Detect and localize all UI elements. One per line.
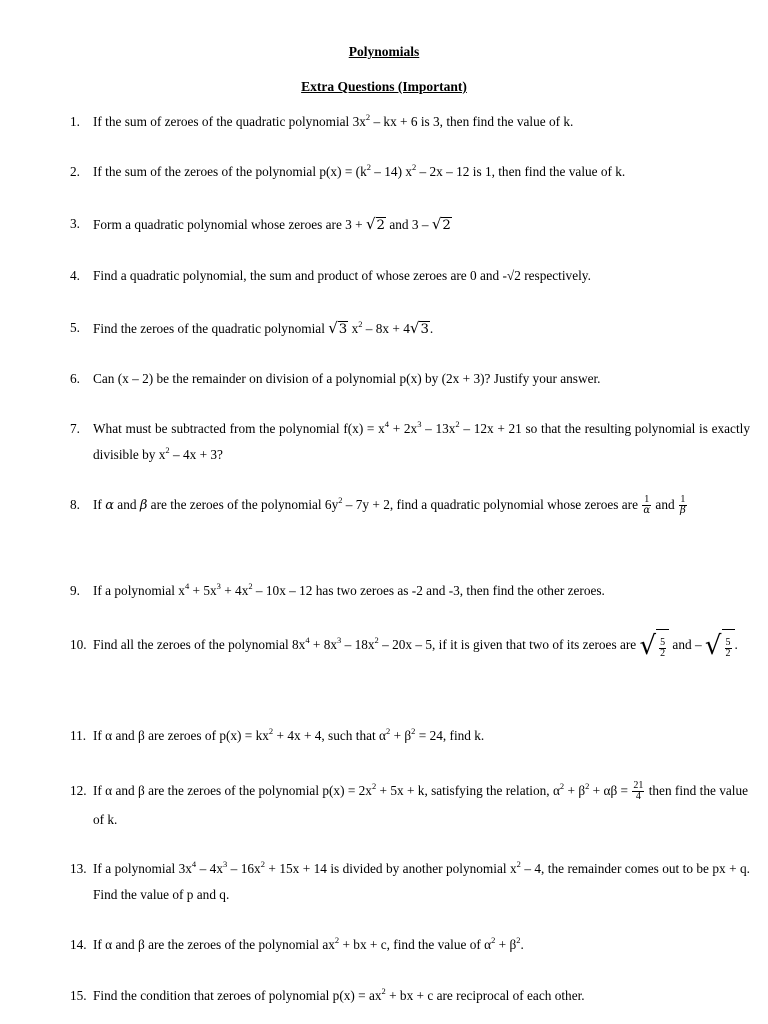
question-4 — [70, 263, 750, 289]
question-number: 4. — [70, 268, 80, 283]
sqrt-symbol: √2 — [365, 215, 386, 233]
question-number: 1. — [70, 114, 80, 129]
question-10 — [70, 628, 750, 663]
question-number: 13. — [70, 861, 87, 876]
sqrt-symbol: √3 — [409, 319, 429, 337]
question-text: Find the condition that zeroes of polynomial $p(x) = ax^2$ + bx + c are reciprocal of each other. — [93, 985, 585, 1003]
question-number: 10. — [70, 637, 87, 652]
question-number: 12. — [70, 783, 87, 798]
sqrt-fraction: √ $\frac{5}{2}$ — [640, 628, 670, 663]
question-number: 2. — [70, 164, 80, 179]
sqrt-symbol: √2 — [431, 215, 451, 233]
question-number: 5. — [70, 320, 80, 335]
question-text: If a polynomial $x^4 + 5x^3 + 4x^2 - 10x - 12$ has two zeroes as -2 and -3, then find the other zeroes. — [93, 580, 605, 598]
question-number: 9. — [70, 583, 80, 598]
question-text: If the sum of the zeroes of the polynomial $p(x) = (k^2 - 14)$ $x^2 - 2x - 12$ is 1, then find the value of k. — [93, 161, 626, 179]
question-9 — [70, 578, 750, 604]
question-number: 8. — [70, 497, 80, 512]
question-text: Form a quadratic polynomial whose zeroes are 3 + √2 and 3 – √2 — [93, 215, 451, 233]
fraction-one-over-beta: $\frac{1}{\beta}$ — [679, 494, 686, 517]
question-text: If a polynomial $3x^4 - 4x^3 - 16x^2 + 15x + 14$ is divided by another polynomial $x^2 - 4$, the remainder comes out to be px + q. Find the value of p and q. — [93, 858, 751, 902]
question-text: Find all the zeroes of the polynomial $8x^4 + 8x^3 - 18x^2 - 20x - 5$, if it is given that two of its zeroes are √ $\frac{5}{2}$ and – √ $\frac{5}{2}$ . — [93, 628, 750, 663]
question-1 — [70, 109, 750, 135]
question-15 — [70, 983, 750, 1009]
question-8 — [70, 492, 750, 519]
fraction-one-over-alpha: $\frac{1}{\alpha}$ — [643, 494, 651, 517]
question-text: Find the zeroes of the quadratic polynomial √3 $x^2 - 8x + 4√3$. — [93, 318, 434, 337]
page-title: Polynomials — [348, 44, 420, 59]
question-6 — [70, 366, 750, 392]
question-text: If the sum of zeroes of the quadratic polynomial $3x^2$ – kx + 6 is 3, then find the value of k. — [93, 111, 574, 129]
question-2 — [70, 159, 750, 185]
question-text: If α and β are the zeroes of the polynomial $p(x) = 2x^2 + 5x + k$, satisfying the relation, $\alpha^2 + \beta^2 + \alpha\beta$ = $\frac{21}{4}$ then find the value of k. — [93, 780, 749, 827]
question-number: 11. — [70, 728, 87, 743]
question-text: Can (x – 2) be the remainder on division of a polynomial p(x) by (2x + 3)? Justify your answer. — [93, 371, 601, 386]
question-number: 15. — [70, 988, 87, 1003]
question-text: What must be subtracted from the polynomial $f(x) = x^4 + 2x^3 - 13x^2 - 12x + 21$ so that the resulting polynomial is exactly divisible by $x^2 - 4x + 3$? — [93, 418, 750, 462]
question-11 — [70, 723, 750, 749]
question-text: If α and β are the zeroes of the polynomial $ax^2$ + bx + c, find the value of $\alpha^2 + \beta^2$. — [93, 934, 524, 952]
sqrt-symbol: √3 — [328, 319, 348, 337]
sqrt-fraction: √ $\frac{5}{2}$ — [705, 628, 735, 663]
question-text: If α and β are zeroes of $p(x) = kx^2 + 4x + 4$, such that $\alpha^2 + \beta^2 = 24$, find k. — [93, 725, 485, 743]
question-14 — [70, 932, 750, 958]
question-number: 6. — [70, 371, 80, 386]
question-number: 7. — [70, 421, 80, 436]
question-7 — [70, 416, 750, 468]
page-subtitle: Extra Questions (Important) — [301, 79, 467, 94]
question-5 — [70, 315, 750, 343]
question-text: Find a quadratic polynomial, the sum and product of whose zeroes are 0 and -√2 respectively. — [93, 268, 591, 283]
fraction-21-over-4: $\frac{21}{4}$ — [633, 780, 644, 803]
question-13 — [70, 856, 750, 908]
question-12 — [70, 776, 750, 834]
question-number: 14. — [70, 937, 87, 952]
question-text: If α and β are the zeroes of the polynomial $6y^2 - 7y + 2$, find a quadratic polynomial whose zeroes are $\frac{1}{\alpha}$ and $\frac{1}{\beta}$ — [93, 494, 686, 517]
question-3 — [70, 211, 750, 239]
question-number: 3. — [70, 216, 80, 231]
